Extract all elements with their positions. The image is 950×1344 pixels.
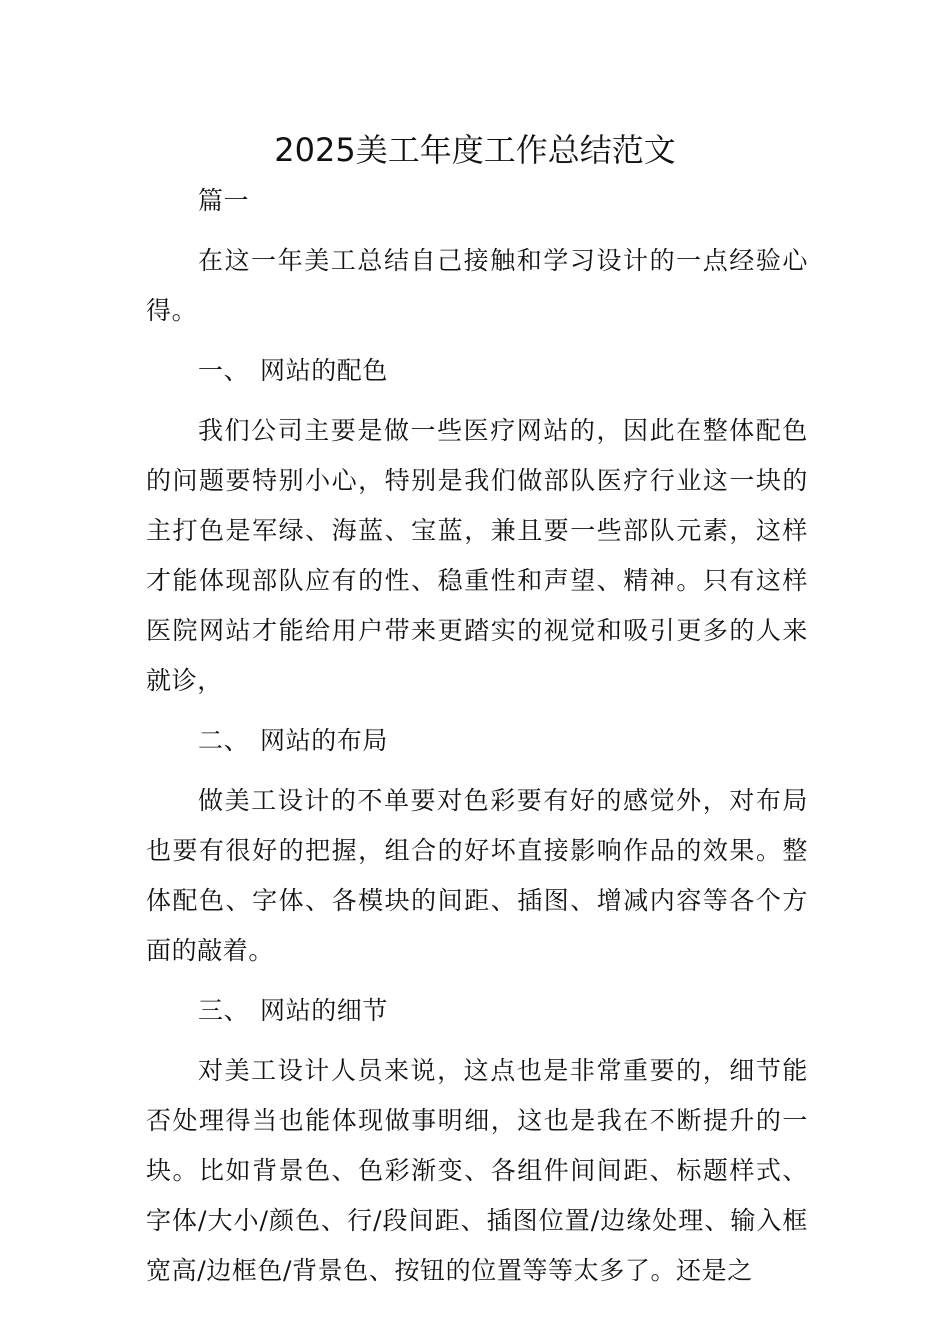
section-number: 二、 — [198, 726, 250, 755]
intro-paragraph: 在这一年美工总结自己接触和学习设计的一点经验心得。 — [146, 246, 808, 325]
spacer — [146, 396, 808, 406]
section-heading-text: 网站的配色 — [260, 356, 389, 385]
spacer — [146, 1036, 808, 1046]
section-heading-text: 网站的细节 — [260, 996, 389, 1025]
section-heading-text: 网站的布局 — [260, 726, 389, 755]
spacer — [146, 336, 808, 346]
spacer — [146, 976, 808, 986]
spacer — [146, 226, 808, 236]
document-title: 2025美工年度工作总结范文 — [274, 131, 676, 169]
section-heading-2 — [146, 716, 808, 766]
section-paragraph-3: 对美工设计人员来说，这点也是非常重要的，细节能否处理得当也能体现做事明细，这也是我在不断提升的一块。比如背景色、色彩渐变、各组件间间距、标题样式、字体/大小/颜色、行/段间距、插图位置/边缘处理、输入框宽高/边框色/背景色、按钮的位置等等太多了。还是之 — [146, 1056, 808, 1285]
section-number: 一、 — [198, 356, 250, 385]
section-paragraph-1: 我们公司主要是做一些医疗网站的，因此在整体配色的问题要特别小心，特别是我们做部队医疗行业这一块的主打色是军绿、海蓝、宝蓝，兼且要一些部队元素，这样才能体现部队应有的性、稳重性和声望、精神。只有这样医院网站才能给用户带来更踏实的视觉和吸引更多的人来就诊， — [146, 416, 808, 695]
section-paragraph-2: 做美工设计的不单要对色彩要有好的感觉外，对布局也要有很好的把握，组合的好坏直接影响作品的效果。整体配色、字体、各模块的间距、插图、增减内容等各个方面的敲着。 — [146, 786, 808, 965]
document-body — [146, 176, 808, 1296]
section-number: 三、 — [198, 996, 250, 1025]
section-label: 篇一 — [198, 186, 250, 215]
spacer — [146, 766, 808, 776]
section-heading-1 — [146, 346, 808, 396]
spacer — [146, 706, 808, 716]
section-heading-3 — [146, 986, 808, 1036]
